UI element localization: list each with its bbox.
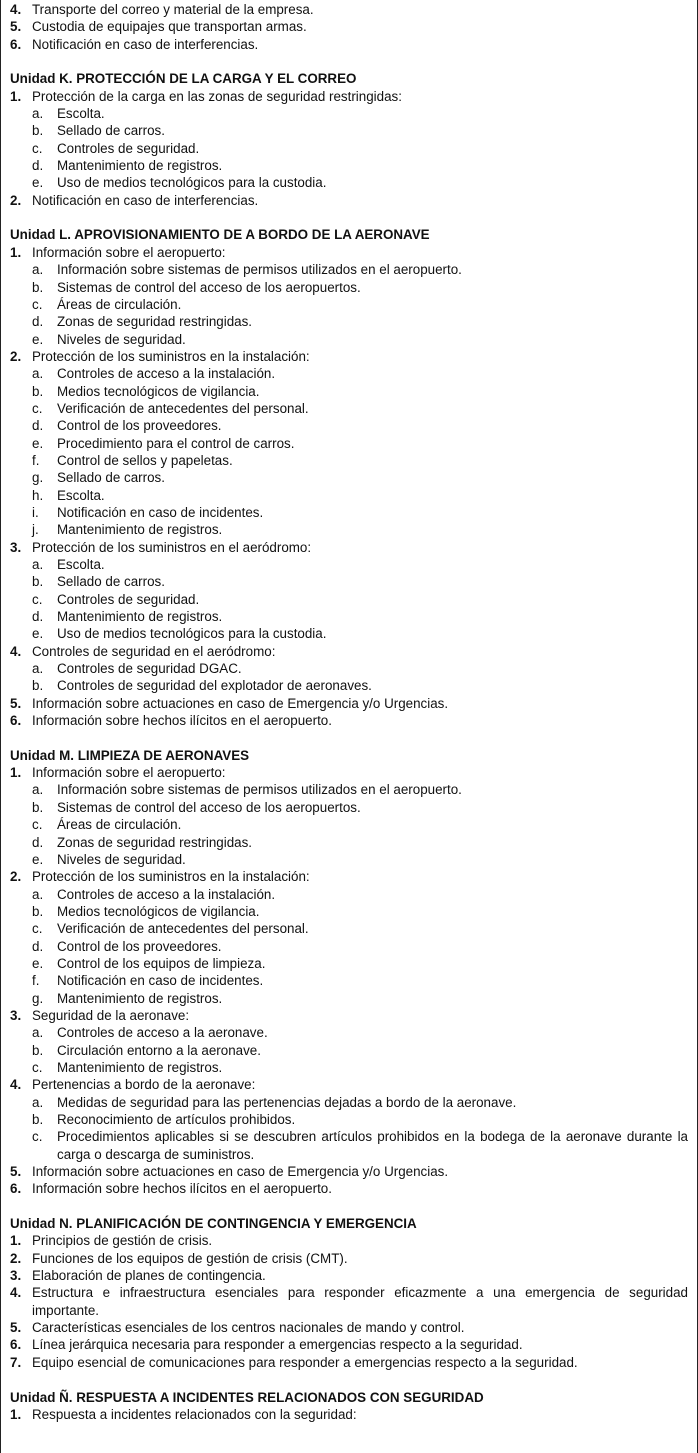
item-number: 1. xyxy=(10,1406,22,1422)
item-number: 1. xyxy=(10,244,22,260)
sub-item-letter: a. xyxy=(32,262,44,278)
sub-item-letter: e. xyxy=(32,955,44,971)
sub-item-text: Controles de seguridad. xyxy=(57,140,200,156)
item-number: 6. xyxy=(10,713,22,729)
list-item xyxy=(10,1007,688,1024)
sub-list-item xyxy=(10,157,688,174)
list-item xyxy=(10,539,688,556)
item-text: Principios de gestión de crisis. xyxy=(32,1233,213,1249)
item-text: Estructura e infraestructura esenciales para responder eficazmente a una emergencia de seguridad importante. xyxy=(32,1285,688,1318)
item-number: 2. xyxy=(10,1250,22,1266)
sub-item-letter: a. xyxy=(32,1025,44,1041)
list-item xyxy=(10,1,688,18)
item-text: Elaboración de planes de contingencia. xyxy=(32,1268,266,1284)
sub-item-text: Mantenimiento de registros. xyxy=(57,1059,223,1075)
sub-list-item xyxy=(10,556,688,573)
sub-list-item xyxy=(10,816,688,833)
item-number: 5. xyxy=(10,695,22,711)
sub-item-letter: i. xyxy=(32,504,39,520)
sub-list-item xyxy=(10,383,688,400)
item-text: Notificación en caso de interferencias. xyxy=(32,192,259,208)
item-text: Información sobre el aeropuerto: xyxy=(32,765,226,781)
sub-item-letter: b. xyxy=(32,574,44,590)
sub-item-text: Verificación de antecedentes del personal. xyxy=(57,400,309,416)
item-text: Características esenciales de los centros nacionales de mando y control. xyxy=(32,1320,465,1336)
sub-list-item xyxy=(10,938,688,955)
sub-item-letter: b. xyxy=(32,799,44,815)
sub-list-item xyxy=(10,140,688,157)
sub-item-letter: b. xyxy=(32,1112,44,1127)
sub-item-text: Mantenimiento de registros. xyxy=(57,609,223,625)
sub-item-text: Controles de seguridad. xyxy=(57,591,200,607)
item-text: Seguridad de la aeronave: xyxy=(32,1007,190,1023)
sub-item-text: Control de los proveedores. xyxy=(57,418,222,434)
list-item xyxy=(10,348,688,365)
item-number: 2. xyxy=(10,192,22,208)
sub-list-item xyxy=(10,261,688,278)
sub-list-item xyxy=(10,1059,688,1076)
sub-item-text: Controles de seguridad del explotador de aeronaves. xyxy=(57,678,372,694)
sub-item-text: Notificación en caso de incidentes. xyxy=(57,973,264,989)
item-number: 3. xyxy=(10,539,22,555)
sub-item-letter: e. xyxy=(32,626,44,642)
sub-item-text: Controles de acceso a la instalación. xyxy=(57,886,276,902)
item-text: Protección de los suministros en la instalación: xyxy=(32,348,310,364)
sub-list-item xyxy=(10,1128,688,1163)
list-item xyxy=(10,18,688,35)
item-number: 5. xyxy=(10,1164,22,1180)
item-number: 5. xyxy=(10,19,22,35)
list-item xyxy=(10,244,688,261)
sub-item-letter: f. xyxy=(32,452,40,468)
sub-item-letter: a. xyxy=(32,886,44,902)
sub-item-letter: b. xyxy=(32,279,44,295)
sub-list-item xyxy=(10,105,688,122)
sub-item-letter: b. xyxy=(32,123,44,139)
list-item xyxy=(10,1336,688,1353)
sub-item-letter: d. xyxy=(32,158,44,174)
sub-item-text: Controles de acceso a la aeronave. xyxy=(57,1025,268,1041)
sub-item-text: Sellado de carros. xyxy=(57,123,165,139)
item-text: Pertenencias a bordo de la aeronave: xyxy=(32,1077,256,1093)
sub-item-letter: b. xyxy=(32,903,44,919)
list-item xyxy=(10,1180,688,1197)
sub-list-item xyxy=(10,608,688,625)
sub-item-text: Sellado de carros. xyxy=(57,574,165,590)
item-text: Custodia de equipajes que transportan armas. xyxy=(32,19,307,35)
item-number: 1. xyxy=(10,1233,22,1249)
sub-item-text: Verificación de antecedentes del personal. xyxy=(57,921,309,937)
item-text: Información sobre actuaciones en caso de Emergencia y/o Urgencias. xyxy=(32,695,449,711)
sub-list-item xyxy=(10,331,688,348)
sub-list-item xyxy=(10,660,688,677)
sub-item-letter: d. xyxy=(32,418,44,434)
sub-item-letter: d. xyxy=(32,938,44,954)
unit-heading: Unidad M. LIMPIEZA DE AERONAVES xyxy=(10,747,250,763)
sub-item-text: Control de los proveedores. xyxy=(57,938,222,954)
sub-item-text: Medios tecnológicos de vigilancia. xyxy=(57,383,260,399)
sub-item-letter: e. xyxy=(32,175,44,191)
sub-list-item xyxy=(10,313,688,330)
item-number: 5. xyxy=(10,1320,22,1336)
sub-item-letter: c. xyxy=(32,1059,43,1075)
sub-item-text: Zonas de seguridad restringidas. xyxy=(57,314,253,330)
sub-item-letter: c. xyxy=(32,817,43,833)
item-number: 3. xyxy=(10,1007,22,1023)
list-item xyxy=(10,1163,688,1180)
sub-item-text: Sistemas de control del acceso de los aeropuertos. xyxy=(57,279,361,295)
list-item xyxy=(10,1406,688,1423)
item-text: Equipo esencial de comunicaciones para responder a emergencias respecto a la seguridad. xyxy=(32,1354,578,1370)
sub-item-text: Niveles de seguridad. xyxy=(57,851,186,867)
unit-heading: Unidad Ñ. RESPUESTA A INCIDENTES RELACIONADOS CON SEGURIDAD xyxy=(10,1389,484,1405)
sub-item-letter: e. xyxy=(32,435,44,451)
sub-item-letter: b. xyxy=(32,1042,44,1058)
sub-item-text: Controles de acceso a la instalación. xyxy=(57,366,276,382)
sub-item-text: Sistemas de control del acceso de los aeropuertos. xyxy=(57,799,361,815)
item-number: 3. xyxy=(10,1268,22,1284)
sub-list-item xyxy=(10,469,688,486)
item-number: 2. xyxy=(10,869,22,885)
list-item xyxy=(10,764,688,781)
section-spacer xyxy=(10,53,688,70)
sub-item-letter: g. xyxy=(32,990,44,1006)
sub-item-text: Áreas de circulación. xyxy=(57,817,182,833)
sub-list-item xyxy=(10,886,688,903)
sub-item-text: Mantenimiento de registros. xyxy=(57,522,223,538)
list-item xyxy=(10,1354,688,1371)
sub-item-letter: d. xyxy=(32,609,44,625)
item-text: Notificación en caso de interferencias. xyxy=(32,36,259,52)
list-item xyxy=(10,868,688,885)
list-item xyxy=(10,712,688,729)
sub-item-text: Notificación en caso de incidentes. xyxy=(57,504,264,520)
item-number: 6. xyxy=(10,1337,22,1353)
sub-list-item xyxy=(10,1024,688,1041)
sub-list-item xyxy=(10,296,688,313)
list-item xyxy=(10,1232,688,1249)
sub-list-item xyxy=(10,625,688,642)
sub-list-item xyxy=(10,504,688,521)
unit-heading: Unidad L. APROVISIONAMIENTO DE A BORDO DE LA AERONAVE xyxy=(10,227,430,243)
sub-item-text: Escolta. xyxy=(57,106,105,122)
item-text: Línea jerárquica necesaria para responder a emergencias respecto a la seguridad. xyxy=(32,1337,523,1353)
sub-list-item xyxy=(10,279,688,296)
sub-list-item xyxy=(10,400,688,417)
sub-item-text: Información sobre sistemas de permisos utilizados en el aeropuerto. xyxy=(57,782,462,798)
sub-item-letter: a. xyxy=(32,782,44,798)
item-number: 2. xyxy=(10,348,22,364)
sub-item-letter: d. xyxy=(32,834,44,850)
sub-item-letter: a. xyxy=(32,106,44,122)
sub-item-text: Control de sellos y papeletas. xyxy=(57,452,233,468)
sub-item-text: Escolta. xyxy=(57,487,105,503)
sub-item-letter: j. xyxy=(32,522,39,538)
sub-list-item xyxy=(10,920,688,937)
item-text: Funciones de los equipos de gestión de crisis (CMT). xyxy=(32,1250,348,1266)
sub-item-letter: a. xyxy=(32,557,44,572)
sub-item-text: Información sobre sistemas de permisos utilizados en el aeropuerto. xyxy=(57,262,462,278)
sub-item-text: Procedimientos aplicables si se descubren artículos prohibidos en la bodega de la aeronave durante la carga o descarga de suministros. xyxy=(57,1129,688,1162)
list-item xyxy=(10,643,688,660)
list-item xyxy=(10,1284,688,1319)
sub-list-item xyxy=(10,435,688,452)
sub-list-item xyxy=(10,591,688,608)
sub-item-text: Mantenimiento de registros. xyxy=(57,158,223,174)
sub-item-text: Medios tecnológicos de vigilancia. xyxy=(57,903,260,919)
item-text: Protección de los suministros en el aeródromo: xyxy=(32,539,312,555)
sub-item-letter: c. xyxy=(32,400,43,416)
sub-list-item xyxy=(10,677,688,694)
item-text: Controles de seguridad en el aeródromo: xyxy=(32,643,276,659)
sub-item-letter: g. xyxy=(32,470,44,486)
sub-item-text: Control de los equipos de limpieza. xyxy=(57,955,266,971)
item-number: 4. xyxy=(10,643,22,659)
list-item xyxy=(10,1267,688,1284)
sub-list-item xyxy=(10,365,688,382)
item-number: 6. xyxy=(10,1181,22,1197)
sub-list-item xyxy=(10,521,688,538)
section-spacer xyxy=(10,729,688,746)
sub-item-letter: e. xyxy=(32,851,44,867)
list-item xyxy=(10,695,688,712)
sub-list-item xyxy=(10,903,688,920)
sub-item-letter: c. xyxy=(32,591,43,607)
sub-list-item xyxy=(10,573,688,590)
item-text: Información sobre hechos ilícitos en el aeropuerto. xyxy=(32,1181,332,1197)
item-text: Transporte del correo y material de la empresa. xyxy=(32,2,314,17)
sub-item-text: Escolta. xyxy=(57,557,105,572)
section-spacer xyxy=(10,1198,688,1215)
sub-item-text: Controles de seguridad DGAC. xyxy=(57,661,242,677)
sub-item-text: Áreas de circulación. xyxy=(57,296,182,312)
sub-item-letter: d. xyxy=(32,314,44,330)
unit-heading: Unidad N. PLANIFICACIÓN DE CONTINGENCIA Y EMERGENCIA xyxy=(10,1216,417,1232)
item-number: 1. xyxy=(10,88,22,104)
sub-item-text: Sellado de carros. xyxy=(57,470,165,486)
item-number: 6. xyxy=(10,36,22,52)
item-text: Información sobre actuaciones en caso de Emergencia y/o Urgencias. xyxy=(32,1164,449,1180)
sub-list-item xyxy=(10,972,688,989)
sub-list-item xyxy=(10,122,688,139)
sub-list-item xyxy=(10,417,688,434)
sub-item-letter: h. xyxy=(32,487,44,503)
sub-list-item xyxy=(10,781,688,798)
sub-item-letter: c. xyxy=(32,921,43,937)
sub-item-text: Procedimiento para el control de carros. xyxy=(57,435,295,451)
item-number: 4. xyxy=(10,1077,22,1093)
sub-item-letter: b. xyxy=(32,383,44,399)
sub-item-text: Uso de medios tecnológicos para la custodia. xyxy=(57,175,327,191)
item-text: Respuesta a incidentes relacionados con la seguridad: xyxy=(32,1406,357,1422)
sub-item-text: Zonas de seguridad restringidas. xyxy=(57,834,253,850)
list-item xyxy=(10,88,688,105)
sub-list-item xyxy=(10,799,688,816)
sub-item-letter: a. xyxy=(32,1094,44,1110)
sub-item-letter: a. xyxy=(32,661,44,677)
sub-list-item xyxy=(10,487,688,504)
item-number: 4. xyxy=(10,2,22,17)
item-text: Información sobre el aeropuerto: xyxy=(32,244,226,260)
section-spacer xyxy=(10,1371,688,1388)
sub-item-text: Niveles de seguridad. xyxy=(57,331,186,347)
section-spacer xyxy=(10,209,688,226)
unit-heading: Unidad K. PROTECCIÓN DE LA CARGA Y EL CORREO xyxy=(10,71,357,87)
sub-list-item xyxy=(10,1111,688,1128)
sub-item-letter: c. xyxy=(32,140,43,156)
sub-item-letter: f. xyxy=(32,973,40,989)
sub-item-text: Circulación entorno a la aeronave. xyxy=(57,1042,261,1058)
list-item xyxy=(10,1319,688,1336)
item-number: 7. xyxy=(10,1354,22,1370)
sub-list-item xyxy=(10,955,688,972)
sub-item-letter: c. xyxy=(32,296,43,312)
item-number: 1. xyxy=(10,765,22,781)
sub-item-letter: b. xyxy=(32,678,44,694)
sub-list-item xyxy=(10,1042,688,1059)
item-number: 4. xyxy=(10,1285,22,1301)
sub-list-item xyxy=(10,834,688,851)
sub-item-text: Uso de medios tecnológicos para la custodia. xyxy=(57,626,327,642)
item-text: Protección de los suministros en la instalación: xyxy=(32,869,310,885)
sub-item-letter: e. xyxy=(32,331,44,347)
sub-list-item xyxy=(10,990,688,1007)
list-item xyxy=(10,36,688,53)
sub-item-letter: a. xyxy=(32,366,44,382)
item-text: Protección de la carga en las zonas de seguridad restringidas: xyxy=(32,88,402,104)
sub-item-text: Medidas de seguridad para las pertenencias dejadas a bordo de la aeronave. xyxy=(57,1094,517,1110)
sub-list-item xyxy=(10,174,688,191)
sub-item-letter: c. xyxy=(32,1129,43,1145)
sub-item-text: Mantenimiento de registros. xyxy=(57,990,223,1006)
sub-list-item xyxy=(10,452,688,469)
list-item xyxy=(10,1250,688,1267)
sub-item-text: Reconocimiento de artículos prohibidos. xyxy=(57,1112,296,1127)
sub-list-item xyxy=(10,1094,688,1111)
list-item xyxy=(10,192,688,209)
sub-list-item xyxy=(10,851,688,868)
item-text: Información sobre hechos ilícitos en el aeropuerto. xyxy=(32,713,332,729)
list-item xyxy=(10,1076,688,1093)
